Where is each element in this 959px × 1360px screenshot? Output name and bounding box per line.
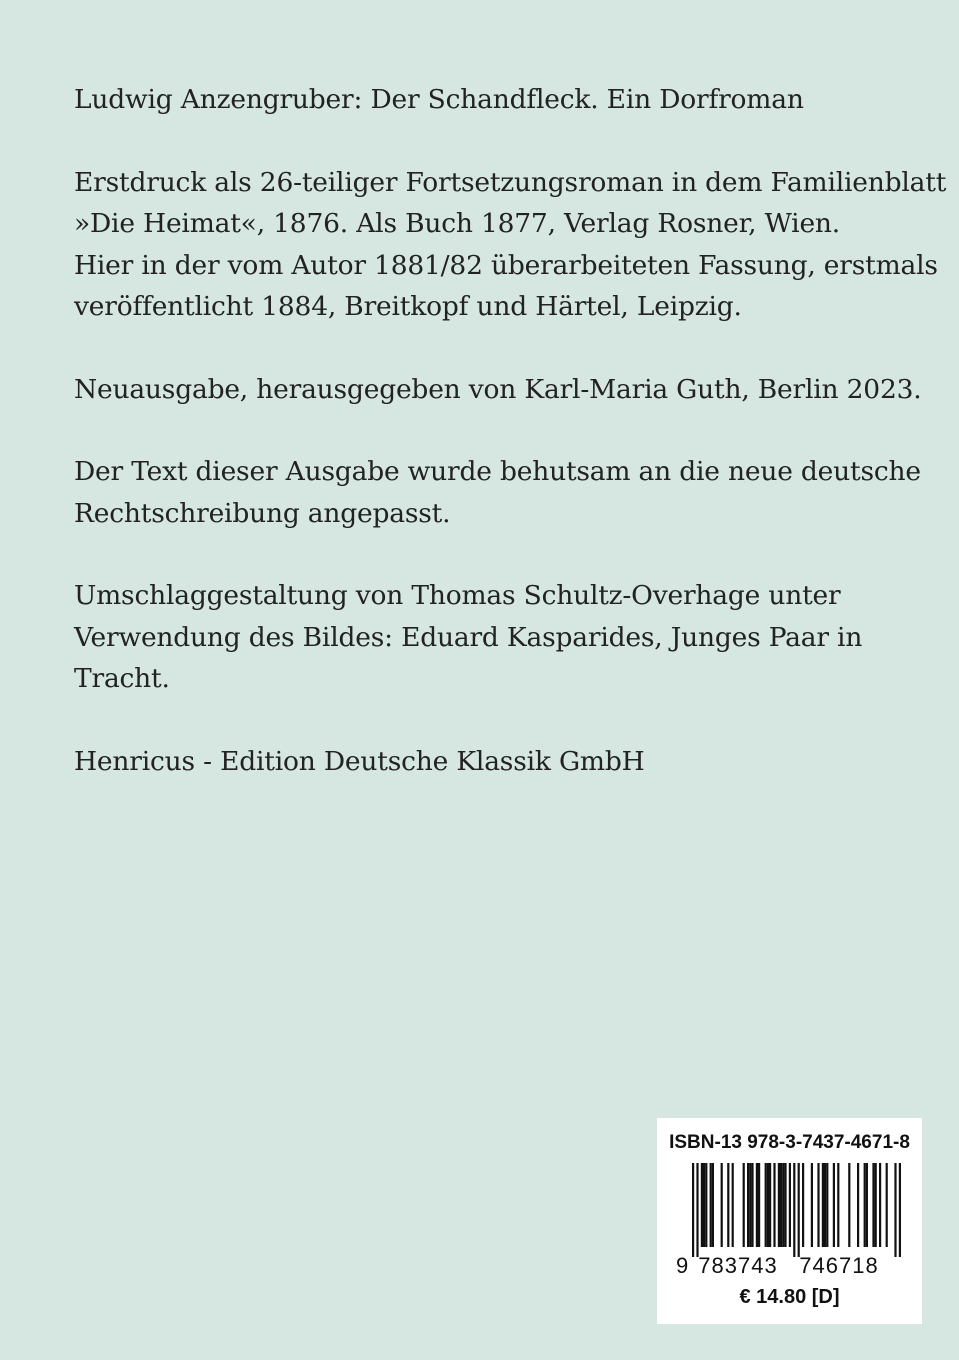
barcode-bar: [864, 1163, 866, 1247]
barcode-bars: [692, 1163, 901, 1257]
isbn-label: ISBN-13 978-3-7437-4671-8: [669, 1132, 910, 1153]
text-line: Henricus - Edition Deutsche Klassik GmbH: [74, 745, 645, 777]
barcode-bar: [705, 1163, 707, 1247]
orthography-note: [74, 451, 921, 534]
text-line: Tracht.: [74, 663, 170, 694]
barcode-bar: [749, 1163, 751, 1247]
barcode-bar: [798, 1163, 800, 1257]
barcode-bar: [780, 1163, 782, 1247]
barcode: [672, 1163, 907, 1278]
barcode-bar: [721, 1163, 723, 1247]
price-label: € 14.80 [D]: [739, 1286, 840, 1308]
barcode-bar: [710, 1163, 712, 1247]
barcode-bar: [696, 1163, 698, 1257]
barcode-bar: [751, 1163, 753, 1247]
text-line: Neuausgabe, herausgegeben von Karl-Maria Guth, Berlin 2023.: [74, 373, 922, 405]
barcode-bar: [817, 1163, 819, 1247]
barcode-bar: [747, 1163, 749, 1247]
cover-credit: [74, 575, 914, 700]
barcode-bar: [879, 1163, 881, 1247]
barcode-bar: [732, 1163, 734, 1247]
barcode-bar: [857, 1163, 859, 1247]
text-line: »Die Heimat«, 1876. Als Buch 1877, Verlag Rosner, Wien.: [74, 208, 841, 239]
barcode-bar: [756, 1163, 758, 1247]
text-line: Erstdruck als 26-teiliger Fortsetzungsroman in dem Familienblatt: [74, 166, 947, 198]
barcode-bar: [848, 1163, 850, 1247]
barcode-bar: [782, 1163, 784, 1247]
barcode-bar: [793, 1163, 795, 1257]
barcode-bar: [692, 1163, 694, 1257]
first-print-note: [74, 162, 947, 328]
barcode-bar: [769, 1163, 771, 1247]
barcode-bar: [826, 1163, 828, 1247]
text-line: Verwendung des Bildes: Eduard Kasparides, Junges Paar in: [74, 621, 863, 653]
barcode-bar: [703, 1163, 705, 1247]
text-line: Hier in der vom Autor 1881/82 überarbeiteten Fassung, erstmals: [74, 249, 938, 281]
barcode-bar: [758, 1163, 760, 1247]
barcode-bar: [837, 1163, 839, 1247]
barcode-bar: [743, 1163, 745, 1247]
edition-note: [74, 369, 922, 411]
barcode-bar: [802, 1163, 804, 1247]
text-line: Der Text dieser Ausgabe wurde behutsam an die neue deutsche: [74, 456, 921, 487]
barcode-bar: [811, 1163, 813, 1247]
text-line: Ludwig Anzengruber: Der Schandfleck. Ein Dorfroman: [74, 84, 804, 115]
text-line: Rechtschreibung angepasst.: [74, 497, 451, 529]
isbn-barcode-box: [657, 1118, 922, 1324]
barcode-bar: [712, 1163, 714, 1247]
barcode-right-digits: 746718: [799, 1253, 879, 1278]
barcode-bar: [765, 1163, 767, 1247]
publisher-line: [74, 741, 914, 783]
barcode-bar: [727, 1163, 729, 1247]
barcode-bar: [784, 1163, 786, 1247]
barcode-bar: [824, 1163, 826, 1247]
barcode-bar: [886, 1163, 888, 1247]
barcode-bar: [833, 1163, 835, 1247]
title-line: [74, 79, 914, 121]
barcode-bar: [789, 1163, 791, 1247]
barcode-bar: [822, 1163, 824, 1247]
barcode-bar: [773, 1163, 775, 1247]
barcode-left-digits: 783743: [698, 1253, 778, 1278]
text-line: Umschlaggestaltung von Thomas Schultz-Overhage unter: [74, 580, 841, 611]
barcode-bar: [872, 1163, 874, 1247]
barcode-bar: [866, 1163, 868, 1247]
barcode-bar: [875, 1163, 877, 1247]
barcode-bar: [899, 1163, 901, 1257]
barcode-bar: [767, 1163, 769, 1247]
imprint-text: [74, 79, 947, 823]
barcode-bar: [701, 1163, 703, 1247]
text-line: veröffentlicht 1884, Breitkopf und Härtel, Leipzig.: [74, 291, 742, 322]
barcode-bar: [778, 1163, 780, 1247]
barcode-bar: [894, 1163, 896, 1257]
barcode-first-digit: 9: [676, 1253, 689, 1278]
